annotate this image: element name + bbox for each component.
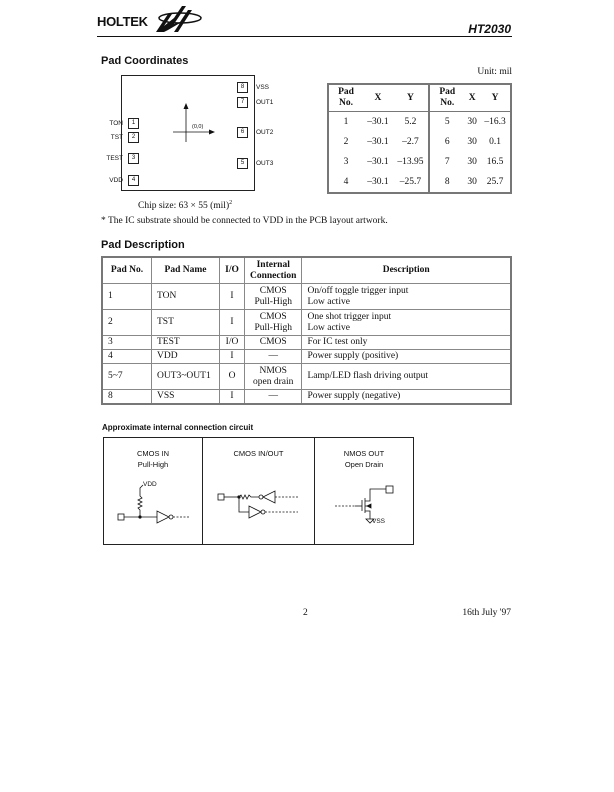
pad-6: 6 bbox=[237, 127, 248, 138]
cell-no: 8 bbox=[102, 390, 152, 405]
cell-name: TEST bbox=[152, 336, 220, 350]
pad-5: 5 bbox=[237, 158, 248, 169]
origin-axes bbox=[170, 102, 220, 144]
table-cell: 25.7 bbox=[486, 177, 504, 187]
cmos-in-label bbox=[103, 448, 203, 470]
table-cell: 30 bbox=[467, 177, 477, 187]
cell-line: One shot trigger input bbox=[307, 311, 392, 322]
table-row bbox=[102, 364, 511, 390]
nmos-out-title: NMOS OUT bbox=[343, 449, 385, 458]
table-cell: –30.1 bbox=[367, 117, 389, 127]
pad-4: 4 bbox=[128, 175, 139, 186]
header-x: X bbox=[464, 84, 480, 112]
table-cell: 4 bbox=[343, 177, 349, 187]
page-number: 2 bbox=[303, 608, 308, 618]
pad-coordinates-table bbox=[327, 83, 512, 194]
cell-conn bbox=[245, 336, 302, 350]
cell-io: I bbox=[220, 350, 245, 364]
cell-line: Power supply (negative) bbox=[307, 391, 401, 401]
pad-label-ton: TON bbox=[109, 120, 123, 127]
table-cell: 5.2 bbox=[393, 112, 429, 133]
table-cell: –2.7 bbox=[393, 132, 429, 152]
header-description: Description bbox=[302, 257, 511, 284]
header-internal-connection: Internal Connection bbox=[245, 257, 302, 284]
cell-name: TST bbox=[152, 310, 220, 336]
header-y: Y bbox=[393, 84, 429, 112]
section-title-circuits: Approximate internal connection circuit bbox=[102, 423, 254, 432]
table-cell: –30.1 bbox=[367, 137, 389, 147]
cell-line: Power supply (positive) bbox=[307, 351, 399, 361]
cell-io: I bbox=[220, 284, 245, 310]
cmos-inout-schematic bbox=[203, 478, 315, 538]
table-cell: –25.7 bbox=[393, 172, 429, 193]
cell-conn bbox=[245, 350, 302, 364]
table-cell: 3 bbox=[343, 157, 349, 167]
pad-label-tst: TST bbox=[110, 134, 123, 141]
cell-line: CMOS bbox=[259, 337, 287, 347]
table-cell: 6 bbox=[444, 137, 450, 147]
cell-name: TON bbox=[152, 284, 220, 310]
table-row bbox=[328, 132, 511, 152]
cell-line: Lamp/LED flash driving output bbox=[307, 371, 429, 381]
section-title-pad-coordinates: Pad Coordinates bbox=[101, 55, 189, 67]
chip-size-sup: 2 bbox=[229, 200, 233, 206]
table-header-row bbox=[102, 257, 511, 284]
header-io: I/O bbox=[220, 257, 245, 284]
table-cell: 7 bbox=[444, 157, 450, 167]
cell-io: O bbox=[220, 364, 245, 390]
table-row bbox=[102, 310, 511, 336]
cell-line: Pull-High bbox=[254, 296, 292, 307]
cell-line: Low active bbox=[307, 322, 350, 333]
cell-name: VSS bbox=[152, 390, 220, 405]
cell-line: NMOS bbox=[259, 365, 287, 376]
cell-io: I bbox=[220, 390, 245, 405]
table-row bbox=[328, 172, 511, 193]
logo-text: HOLTEK bbox=[97, 14, 148, 29]
cell-line: For IC test only bbox=[307, 337, 368, 347]
pad-3: 3 bbox=[128, 153, 139, 164]
cell-io: I bbox=[220, 310, 245, 336]
cell-io: I/O bbox=[220, 336, 245, 350]
table-cell: 5 bbox=[444, 117, 450, 127]
pad-1: 1 bbox=[128, 118, 139, 129]
pad-7: 7 bbox=[237, 97, 248, 108]
table-cell: –16.3 bbox=[484, 117, 506, 127]
table-row bbox=[328, 112, 511, 133]
cell-line: CMOS bbox=[259, 311, 287, 322]
table-row bbox=[328, 152, 511, 172]
cell-conn bbox=[245, 390, 302, 405]
cell-line: — bbox=[268, 351, 278, 361]
cmos-inout-label: CMOS IN/OUT bbox=[233, 449, 284, 458]
cell-desc bbox=[302, 284, 511, 310]
holtek-logo-mark bbox=[150, 4, 202, 34]
cell-line: — bbox=[268, 391, 278, 401]
cell-no: 1 bbox=[102, 284, 152, 310]
cell-desc bbox=[302, 390, 511, 405]
vdd-label: VDD bbox=[143, 481, 157, 488]
header-pad-name: Pad Name bbox=[152, 257, 220, 284]
cell-line: On/off toggle trigger input bbox=[307, 285, 409, 296]
header-pad-no: Pad No. bbox=[102, 257, 152, 284]
cmos-in-title: CMOS IN bbox=[136, 449, 170, 458]
chip-size bbox=[138, 200, 232, 211]
table-cell: –13.95 bbox=[393, 152, 429, 172]
pad-2: 2 bbox=[128, 132, 139, 143]
pad-8: 8 bbox=[237, 82, 248, 93]
substrate-note: * The IC substrate should be connected to VDD in the PCB layout artwork. bbox=[101, 216, 388, 226]
chip-size-text: Chip size: 63 × 55 (mil) bbox=[138, 201, 230, 212]
cell-name: VDD bbox=[152, 350, 220, 364]
table-cell: 1 bbox=[343, 117, 349, 127]
table-row bbox=[102, 390, 511, 405]
table-cell: 30 bbox=[467, 157, 477, 167]
part-number: HT2030 bbox=[468, 22, 511, 36]
table-cell: 2 bbox=[343, 137, 349, 147]
pad-label-out3: OUT3 bbox=[256, 160, 274, 167]
table-row bbox=[102, 350, 511, 364]
pad-label-vdd: VDD bbox=[109, 177, 123, 184]
table-cell: 0.1 bbox=[489, 137, 501, 147]
cmos-in-subtitle: Pull-High bbox=[137, 460, 169, 469]
cell-no: 2 bbox=[102, 310, 152, 336]
table-cell: 8 bbox=[444, 177, 450, 187]
table-cell: 16.5 bbox=[486, 157, 504, 167]
unit-label: Unit: mil bbox=[477, 67, 512, 77]
pad-description-table bbox=[101, 256, 512, 405]
header-x: X bbox=[363, 84, 393, 112]
cell-line: Low active bbox=[307, 296, 350, 307]
cell-desc bbox=[302, 310, 511, 336]
pad-label-test: TEST bbox=[106, 155, 123, 162]
cell-conn bbox=[245, 284, 302, 310]
cell-line: open drain bbox=[253, 376, 294, 387]
cell-conn bbox=[245, 310, 302, 336]
table-cell: 30 bbox=[467, 117, 477, 127]
cell-desc bbox=[302, 350, 511, 364]
cell-no: 3 bbox=[102, 336, 152, 350]
header-y: Y bbox=[480, 84, 511, 112]
cell-desc bbox=[302, 364, 511, 390]
cell-name: OUT3~OUT1 bbox=[152, 364, 220, 390]
nmos-out-label bbox=[315, 448, 413, 470]
table-row bbox=[102, 284, 511, 310]
header-rule bbox=[97, 36, 512, 37]
table-cell: –30.1 bbox=[367, 177, 389, 187]
table-cell: 30 bbox=[467, 137, 477, 147]
cell-line: CMOS bbox=[259, 285, 287, 296]
footer-date: 16th July '97 bbox=[462, 608, 511, 618]
cell-no: 5~7 bbox=[102, 364, 152, 390]
pad-label-out1: OUT1 bbox=[256, 99, 274, 106]
holtek-logo bbox=[97, 14, 148, 29]
header-pad-no: Pad No. bbox=[429, 84, 464, 112]
vss-label: VSS bbox=[372, 518, 386, 525]
pad-label-out2: OUT2 bbox=[256, 129, 274, 136]
nmos-out-subtitle: Open Drain bbox=[344, 460, 384, 469]
cell-conn bbox=[245, 364, 302, 390]
header-pad-no: Pad No. bbox=[328, 84, 363, 112]
pad-label-vss: VSS bbox=[256, 84, 270, 91]
origin-label: (0,0) bbox=[192, 124, 204, 130]
cell-desc bbox=[302, 336, 511, 350]
table-header-row bbox=[328, 84, 511, 112]
table-row bbox=[102, 336, 511, 350]
cell-no: 4 bbox=[102, 350, 152, 364]
table-cell: –30.1 bbox=[367, 157, 389, 167]
section-title-pad-description: Pad Description bbox=[101, 239, 185, 251]
nmos-out-schematic bbox=[315, 478, 413, 538]
cell-line: Pull-High bbox=[254, 322, 292, 333]
